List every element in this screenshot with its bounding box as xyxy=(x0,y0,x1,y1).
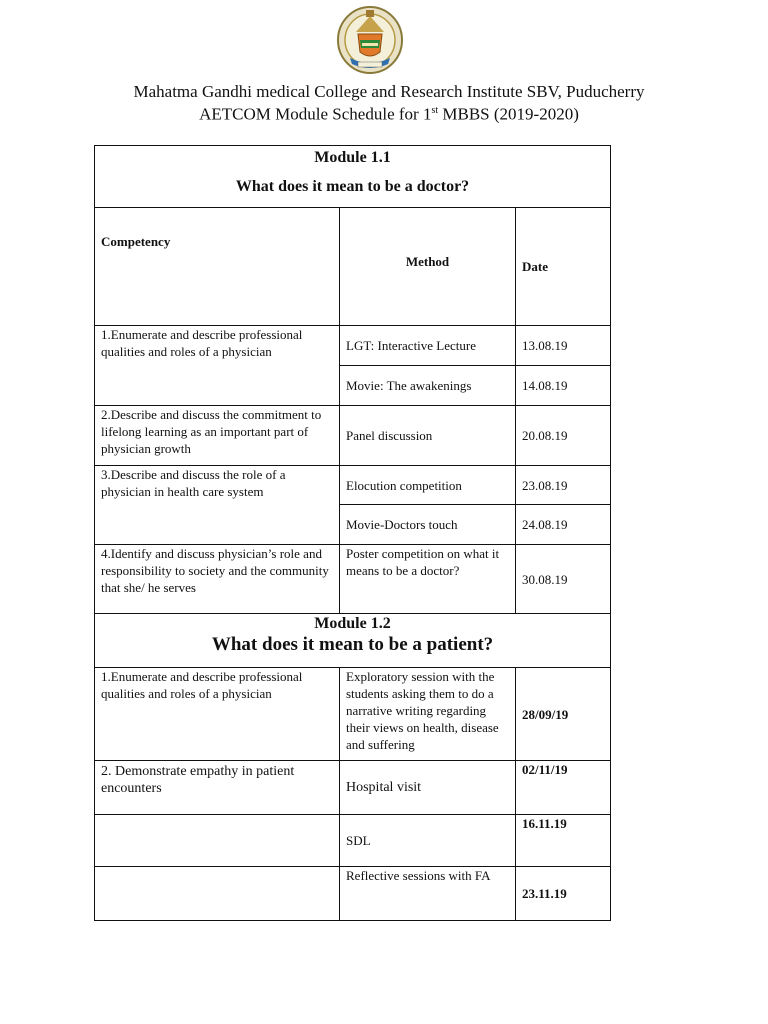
table-row xyxy=(95,761,611,815)
method-cell: Elocution competition xyxy=(340,466,516,505)
module-title: What does it mean to be a doctor? xyxy=(235,178,470,195)
institution-name: Mahatma Gandhi medical College and Research Institute SBV, Puducherry xyxy=(133,82,645,101)
competency-cell: 3.Describe and discuss the role of a physician in health care system xyxy=(95,466,340,545)
method-cell: Reflective sessions with FA xyxy=(340,867,516,921)
table-row xyxy=(95,545,611,614)
method-cell: SDL xyxy=(340,815,516,867)
method-cell: Movie-Doctors touch xyxy=(340,505,516,545)
table-row xyxy=(95,867,611,921)
method-cell: Exploratory session with the students asking them to do a narrative writing regarding their views on health, disease and suffering xyxy=(340,668,516,761)
method-cell: LGT: Interactive Lecture xyxy=(340,326,516,366)
date-cell: 20.08.19 xyxy=(516,406,611,466)
competency-cell: 1.Enumerate and describe professional qualities and roles of a physician xyxy=(95,326,340,406)
module-1-1-header xyxy=(95,146,611,208)
date-cell: 16.11.19 xyxy=(516,815,611,867)
module-number: Module 1.2 xyxy=(314,615,391,632)
competency-cell: 2.Describe and discuss the commitment to lifelong learning as an important part of physician growth xyxy=(95,406,340,466)
date-cell: 14.08.19 xyxy=(516,366,611,406)
competency-cell xyxy=(95,815,340,867)
column-header-method: Method xyxy=(340,208,516,326)
column-header-competency: Competency xyxy=(95,208,340,326)
date-cell: 30.08.19 xyxy=(516,545,611,614)
module-title: What does it mean to be a patient? xyxy=(211,634,494,655)
method-cell: Poster competition on what it means to be a doctor? xyxy=(340,545,516,614)
date-cell: 23.11.19 xyxy=(516,867,611,921)
competency-cell xyxy=(95,867,340,921)
table-row xyxy=(95,466,611,505)
date-cell: 23.08.19 xyxy=(516,466,611,505)
table-row xyxy=(95,326,611,366)
module-1-2-header xyxy=(95,614,611,668)
aetcom-schedule-table xyxy=(94,145,611,921)
column-header-date: Date xyxy=(516,208,611,326)
date-cell: 24.08.19 xyxy=(516,505,611,545)
module-number: Module 1.1 xyxy=(314,149,391,166)
method-cell: Movie: The awakenings xyxy=(340,366,516,406)
table-row xyxy=(95,668,611,761)
competency-cell: 4.Identify and discuss physician’s role and responsibility to society and the community that she/ he serves xyxy=(95,545,340,614)
date-cell: 13.08.19 xyxy=(516,326,611,366)
method-cell: Hospital visit xyxy=(340,761,516,815)
table-row xyxy=(95,815,611,867)
method-cell: Panel discussion xyxy=(340,406,516,466)
institution-emblem xyxy=(336,2,404,74)
date-cell: 28/09/19 xyxy=(516,668,611,761)
competency-cell: 1.Enumerate and describe professional qualities and roles of a physician xyxy=(95,668,340,761)
date-cell: 02/11/19 xyxy=(516,761,611,815)
competency-cell: 2. Demonstrate empathy in patient encounters xyxy=(95,761,340,815)
table-row xyxy=(95,406,611,466)
schedule-title: AETCOM Module Schedule for 1st MBBS (2019-2020) xyxy=(199,104,579,124)
